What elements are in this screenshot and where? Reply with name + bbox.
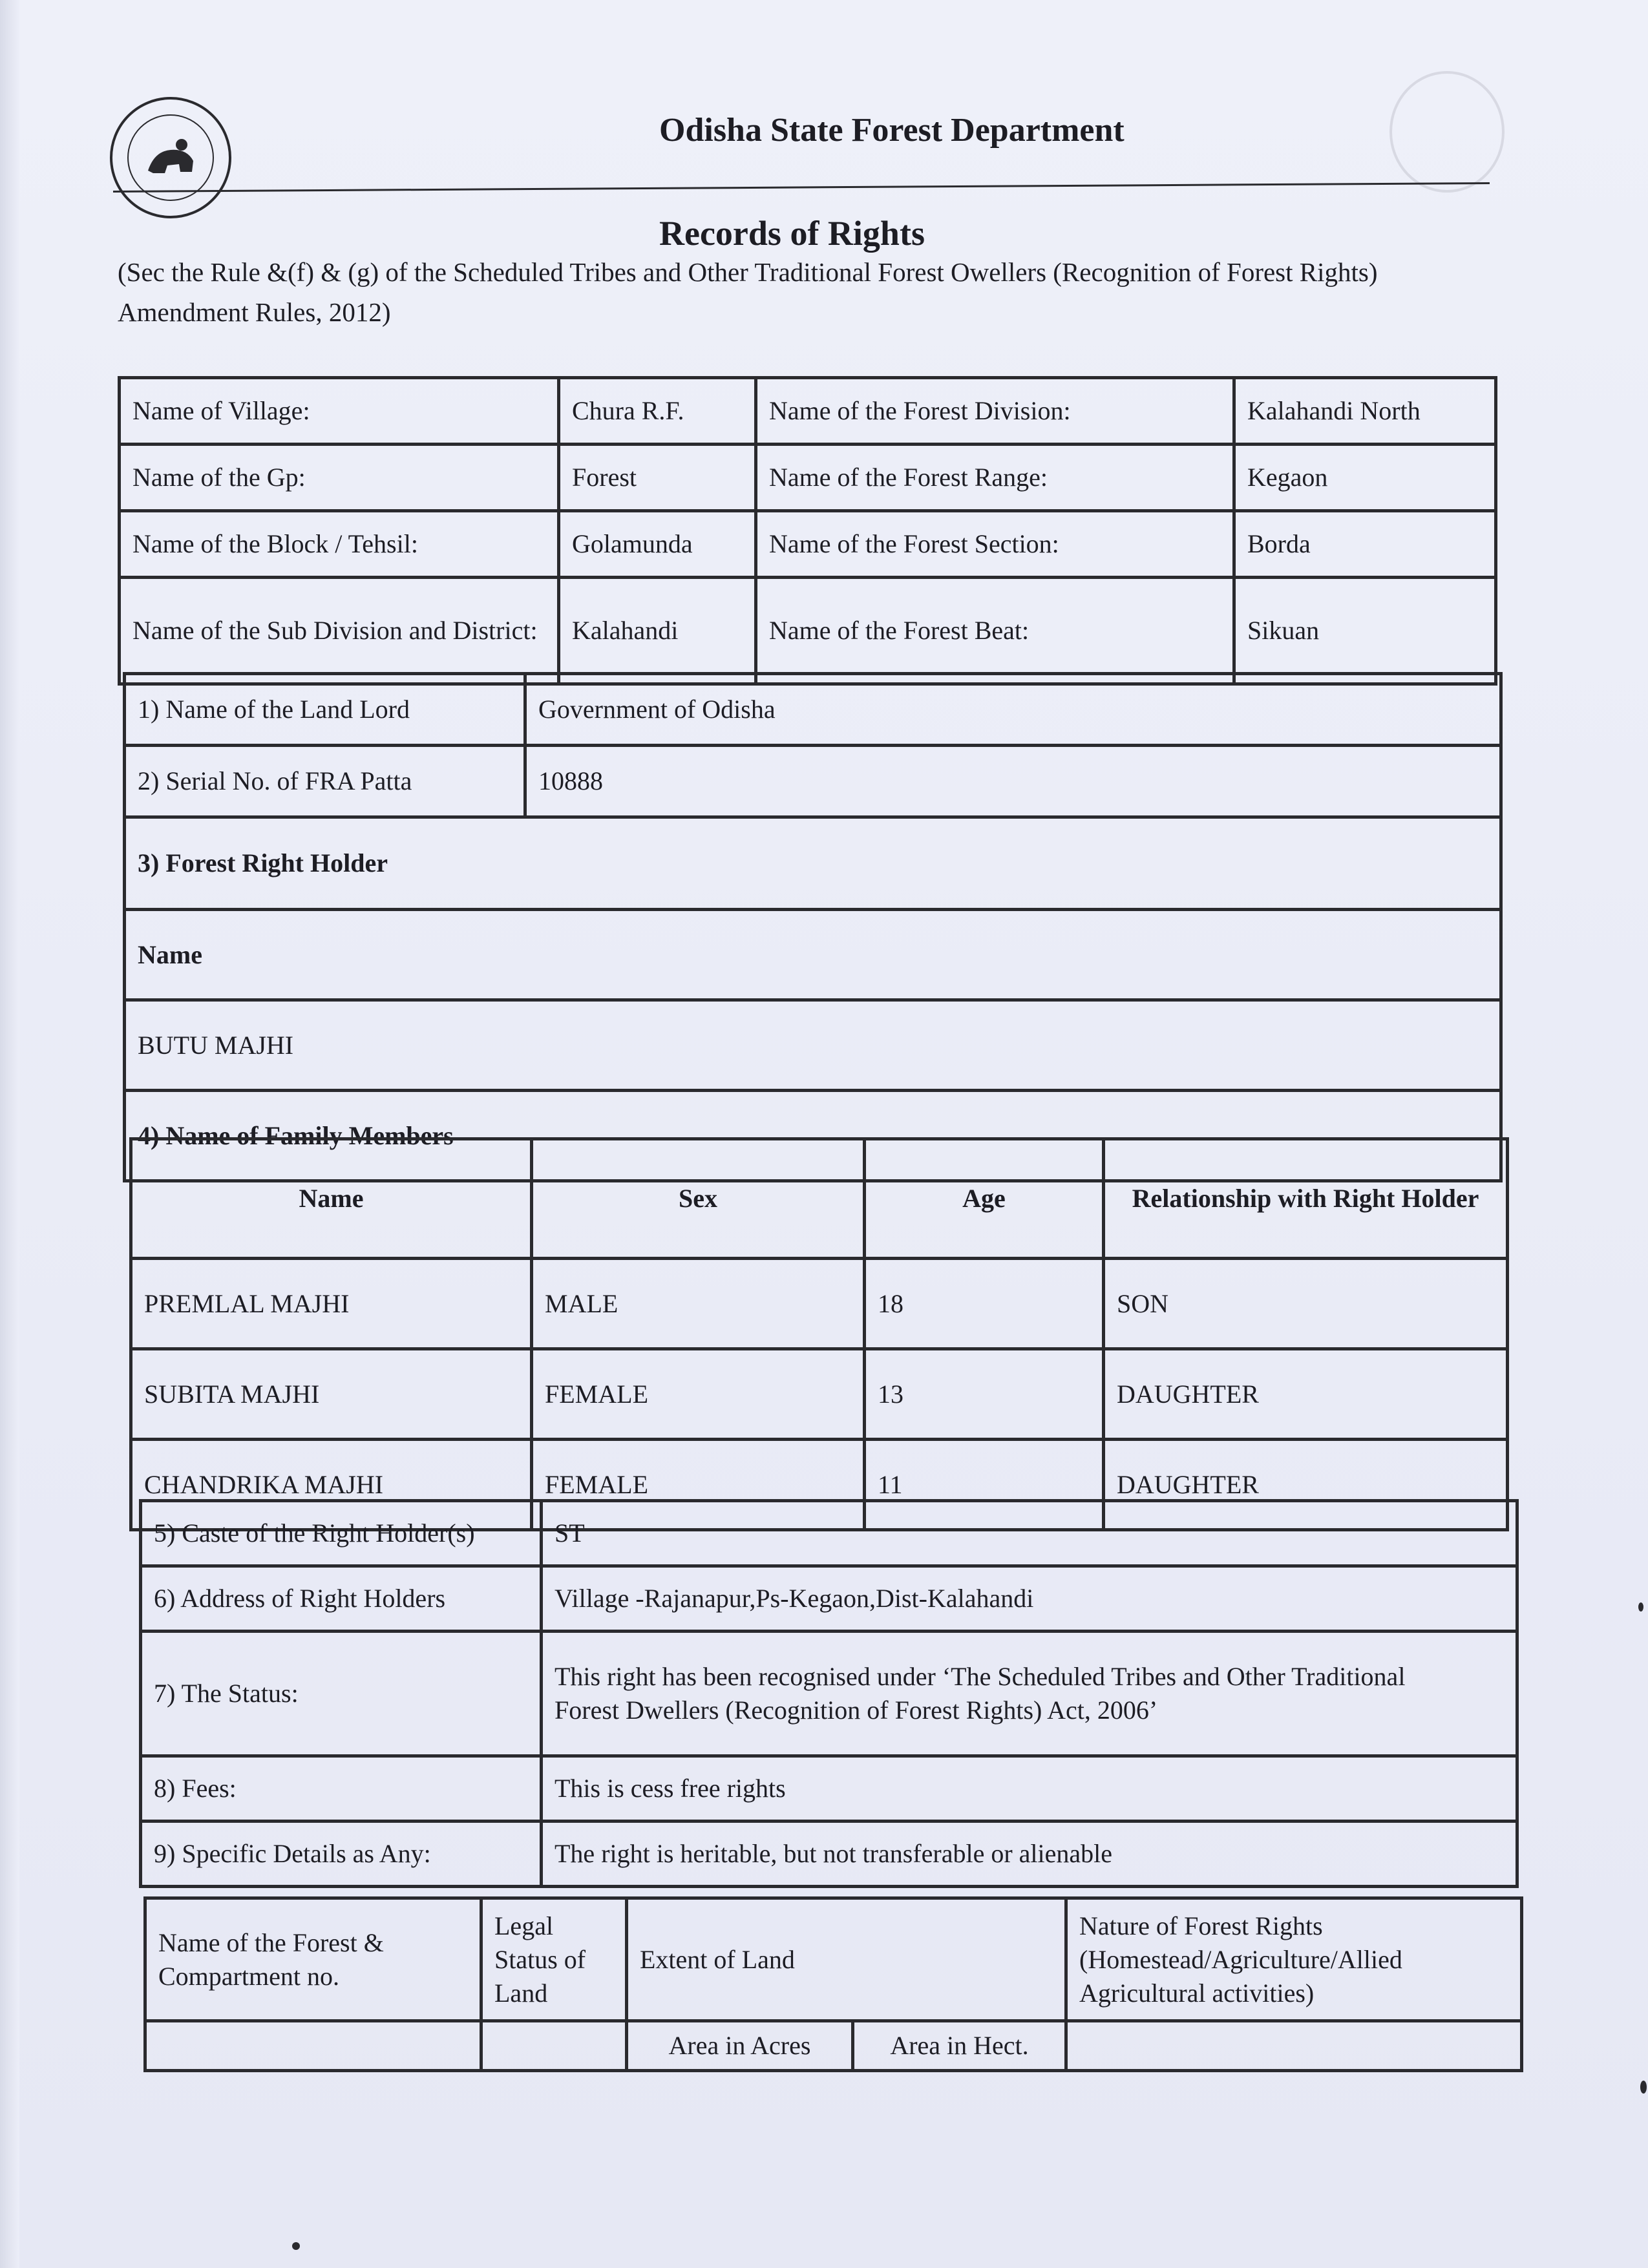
address-value: Village -Rajanapur,Ps-Kegaon,Dist-Kalahandi bbox=[542, 1566, 1517, 1632]
ink-speck bbox=[1638, 1602, 1643, 1612]
member-age: 13 bbox=[865, 1349, 1104, 1440]
area-hect-label: Area in Hect. bbox=[853, 2021, 1066, 2071]
subdivision-label: Name of the Sub Division and District: bbox=[120, 578, 559, 684]
ink-speck bbox=[1640, 2081, 1647, 2094]
legal-status-value bbox=[481, 2021, 627, 2071]
block-label: Name of the Block / Tehsil: bbox=[120, 511, 559, 578]
nature-value bbox=[1066, 2021, 1522, 2071]
range-value: Kegaon bbox=[1234, 445, 1496, 511]
section-value: Borda bbox=[1234, 511, 1496, 578]
division-label: Name of the Forest Division: bbox=[756, 378, 1234, 445]
column-header-relationship: Relationship with Right Holder bbox=[1104, 1139, 1508, 1259]
location-table bbox=[118, 376, 1497, 686]
status-label: 7) The Status: bbox=[141, 1632, 542, 1756]
page-edge bbox=[0, 0, 19, 2268]
status-line-2: Forest Dwellers (Recognition of Forest Rights) Act, 2006’ bbox=[555, 1696, 1158, 1725]
area-acres-label: Area in Acres bbox=[627, 2021, 853, 2071]
column-header-age: Age bbox=[865, 1139, 1104, 1259]
table-row bbox=[131, 1349, 1508, 1440]
name-heading: Name bbox=[125, 910, 1501, 1000]
page-title: Records of Rights bbox=[659, 214, 925, 253]
member-age: 11 bbox=[865, 1440, 1104, 1530]
block-value: Golamunda bbox=[559, 511, 756, 578]
department-title: Odisha State Forest Department bbox=[659, 112, 1125, 149]
serial-label: 2) Serial No. of FRA Patta bbox=[125, 746, 525, 817]
member-sex: FEMALE bbox=[532, 1440, 865, 1530]
gp-label: Name of the Gp: bbox=[120, 445, 559, 511]
holder-name: BUTU MAJHI bbox=[125, 1000, 1501, 1091]
table-row bbox=[131, 1259, 1508, 1349]
beat-label: Name of the Forest Beat: bbox=[756, 578, 1234, 684]
right-holder-heading: 3) Forest Right Holder bbox=[125, 817, 1501, 910]
family-table bbox=[129, 1137, 1509, 1531]
column-header-sex: Sex bbox=[532, 1139, 865, 1259]
section-label: Name of the Forest Section: bbox=[756, 511, 1234, 578]
division-value: Kalahandi North bbox=[1234, 378, 1496, 445]
status-line-1: This right has been recognised under ‘The Scheduled Tribes and Other Traditional bbox=[555, 1662, 1406, 1691]
caste-label: 5) Caste of the Right Holder(s) bbox=[141, 1501, 542, 1566]
address-label: 6) Address of Right Holders bbox=[141, 1566, 542, 1632]
member-name: CHANDRIKA MAJHI bbox=[131, 1440, 532, 1530]
village-label: Name of Village: bbox=[120, 378, 559, 445]
specific-value: The right is heritable, but not transferable or alienable bbox=[542, 1822, 1517, 1887]
family-heading: 4) Name of Family Members bbox=[125, 1091, 1501, 1181]
subdivision-value: Kalahandi bbox=[559, 578, 756, 684]
member-sex: FEMALE bbox=[532, 1349, 865, 1440]
range-label: Name of the Forest Range: bbox=[756, 445, 1234, 511]
member-relationship: DAUGHTER bbox=[1104, 1349, 1508, 1440]
landlord-value: Government of Odisha bbox=[525, 674, 1501, 746]
member-sex: MALE bbox=[532, 1259, 865, 1349]
member-relationship: SON bbox=[1104, 1259, 1508, 1349]
serial-value: 10888 bbox=[525, 746, 1501, 817]
rule-reference: (Sec the Rule &(f) & (g) of the Scheduled Tribes and Other Traditional Forest Owellers (Recognition of Forest Rights) Amendment Rules, 2012) bbox=[118, 257, 1378, 327]
column-header-name: Name bbox=[131, 1139, 532, 1259]
details-table bbox=[139, 1499, 1519, 1888]
member-age: 18 bbox=[865, 1259, 1104, 1349]
specific-label: 9) Specific Details as Any: bbox=[141, 1822, 542, 1887]
beat-value: Sikuan bbox=[1234, 578, 1496, 684]
land-table bbox=[143, 1896, 1523, 2072]
ink-speck bbox=[292, 2242, 300, 2250]
gp-value: Forest bbox=[559, 445, 756, 511]
member-name: PREMLAL MAJHI bbox=[131, 1259, 532, 1349]
forest-compartment-value bbox=[145, 2021, 481, 2071]
legal-status-label: Legal Status of Land bbox=[481, 1898, 627, 2021]
village-value: Chura R.F. bbox=[559, 378, 756, 445]
fees-label: 8) Fees: bbox=[141, 1756, 542, 1822]
nature-label: Nature of Forest Rights (Homestead/Agriculture/Allied Agricultural activities) bbox=[1066, 1898, 1522, 2021]
watermark-emblem-icon bbox=[1389, 71, 1505, 193]
forest-compartment-label: Name of the Forest & Compartment no. bbox=[145, 1898, 481, 2021]
caste-value: ST bbox=[542, 1501, 1517, 1566]
odisha-emblem-icon bbox=[110, 97, 231, 218]
status-value bbox=[542, 1632, 1517, 1756]
fees-value: This is cess free rights bbox=[542, 1756, 1517, 1822]
holder-table bbox=[123, 672, 1503, 1182]
extent-label: Extent of Land bbox=[627, 1898, 1066, 2021]
member-relationship: DAUGHTER bbox=[1104, 1440, 1508, 1530]
member-name: SUBITA MAJHI bbox=[131, 1349, 532, 1440]
landlord-label: 1) Name of the Land Lord bbox=[125, 674, 525, 746]
